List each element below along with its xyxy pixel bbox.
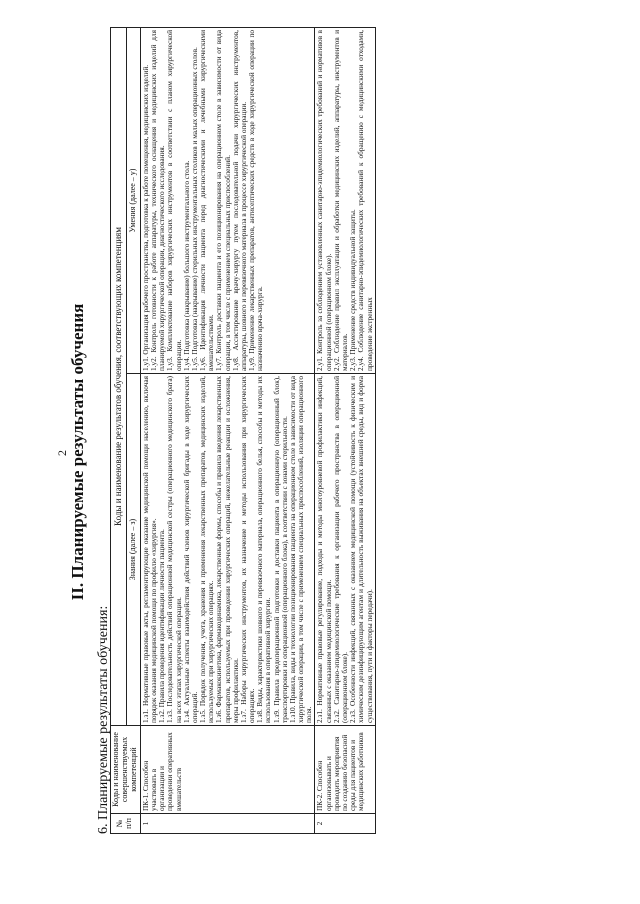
skill-item: 1.у6. Идентификация личности пациента перед диагностическими и лечебными хирургическими вмешательствами. [198, 29, 216, 371]
skill-item: 1.у1. Организация рабочего пространства, подготовка к работе помещения, медицинских изделий. [140, 64, 150, 371]
knowledge-cell [140, 374, 315, 726]
row-number: 2 [315, 814, 375, 834]
knowledge-item: 1.з4. Актуальные аспекты взаимодействия действий членов хирургической бригады в ходе хирургических операций. [181, 376, 199, 723]
header-skills: Умения (далее – у) [126, 27, 140, 373]
knowledge-item: 1.з8. Виды, характеристики шовного и перевязочного материала, операционного белья, способы и методы их использования в оперативной хирургии. [255, 376, 273, 723]
skill-item: 2.у1. Контроль за соблюдением установленных санитарно-эпидемиологических требований и нормативов в операционной (операционном блоке). [315, 29, 333, 371]
skill-item: 1.у4. Подготовка (накрывание) большого инструментального стола. [181, 160, 191, 371]
table-row [315, 27, 375, 833]
competency-cell: ПК-2. Способен организовывать и проводить мероприятия по созданию безопасной среды для пациентов и медицинских работников [315, 726, 375, 814]
knowledge-item: 1.з7. Наборы хирургических инструментов, их назначение и методы использования при хирургических операциях. [238, 376, 257, 723]
skill-item: 2.у3. Применение средств индивидуальной защиты. [348, 209, 358, 371]
knowledge-item: 1.з2. Правила проведения идентификации личности пациента. [157, 529, 167, 723]
knowledge-item: 1.з9. Правила предоперационной подготовки и доставки пациента в операционную (операционный блок), транспортировки из операционной (операционного блока), в соответствии с зонами стерильности. [271, 376, 289, 723]
skill-item: 1.у2. Контроль готовности к работе аппаратуры, технического оснащения и медицинских изделий для планируемой хирургической операции, диагностического исследования. [149, 29, 167, 371]
results-table [110, 27, 376, 834]
knowledge-item: 2.з1. Нормативные правовые регулирование, подходы и методы многоуровневой профилактики инфекций, связанных с оказанием медицинской помощи. [315, 376, 333, 723]
skills-cell [140, 27, 315, 373]
subtitle: 6. Планируемые результаты обучения: [96, 605, 111, 834]
competency-cell: ПК-1. Способен участвовать в организации и проведении оперативных вмешательств [140, 726, 315, 814]
knowledge-item: 1.з3. Последовательность действий операционной медицинской сестры (операционного медицинского брата) на всех этапах хирургической операции. [165, 376, 183, 723]
skill-item: 1.у3. Комплектование наборов хирургических инструментов в соответствии с планом хирургической операции. [165, 29, 183, 371]
skill-item: 1.у5. Подготовка (накрывание) стерильных инструментальных столиков и малых операционных столов. [189, 47, 199, 371]
header-results-group: Коды и наименование результатов обучения, соответствующих компетенциям [111, 27, 127, 725]
skill-item: 1.у9. Применение лекарственных препаратов, антисептических средств в ходе хирургической операции по назначению врача-хирурга. [247, 29, 265, 371]
skill-item: 1.у7. Контроль доставки пациента и его позиционирования на операционном столе в зависимости от вида операции, в том числе с применением специальных приспособлений. [214, 29, 232, 371]
skill-item: 2.у2. Соблюдение правил эксплуатации и обработки медицинских изделий, аппаратуры, инструментов и материалов. [331, 29, 349, 371]
knowledge-item: 2.з2. Санитарно-эпидемиологические требования к организации рабочего пространства в операционной (операционном блоке). [331, 376, 349, 723]
section-title: II. Планируемые результаты обучения [68, 303, 87, 601]
knowledge-item: 2.з3. Особенности инфекций, связанных с оказанием медицинской помощи (устойчивость к физическим и химическим дезинфицирующим агентам и длительность выживания на объектах внешней среды, вид и форма существования, пути и факторы передачи). [348, 376, 374, 723]
skill-item: 1.у8. Ассистирование врачу-хирургу путем последовательной подачи хирургических инструментов, аппаратуры, шовного и перевязочного материала в процессе хирургической операции. [230, 29, 248, 371]
header-num: № п/п [111, 814, 141, 834]
header-competency: Коды и наименование совершенствуемых компетенций [111, 726, 141, 814]
row-number: 1 [140, 814, 315, 834]
skill-item: 2.у4. Соблюдение санитарно-эпидемиологических требований к обращению с медицинскими отходами, проведение экстренных [356, 29, 374, 371]
knowledge-cell [315, 374, 375, 726]
knowledge-item: 1.з6. Фармакокинетика, фармакодинамика, лекарственные формы, способы и правила введения лекарственных препаратов, используемых при проведении хирургических операций, нежелательные реакции и осложнения, меры профилактики. [214, 376, 240, 723]
header-knowledge: Знания (далее – з) [126, 374, 140, 726]
table-body [140, 27, 375, 833]
knowledge-item: 1.з1. Нормативные правовые акты, регламентирующие оказание медицинской помощи населению, включая порядок оказания медицинской помощи по профилю «хирургия». [140, 376, 159, 723]
knowledge-item: 1.з5. Порядок получения, учета, хранения и применения лекарственных препаратов, медицинских изделий, используемых при хирургических операциях. [198, 376, 216, 723]
page-number: 2 [55, 450, 69, 456]
table-row [140, 27, 315, 833]
knowledge-item: 1.з10. Правила, виды и технологии позиционирования пациента на операционном столе в зависимости от вида хирургической операции, в том числе с применением специальных приспособлений, изоляции операционного поля. [287, 376, 314, 723]
skills-cell [315, 27, 375, 373]
